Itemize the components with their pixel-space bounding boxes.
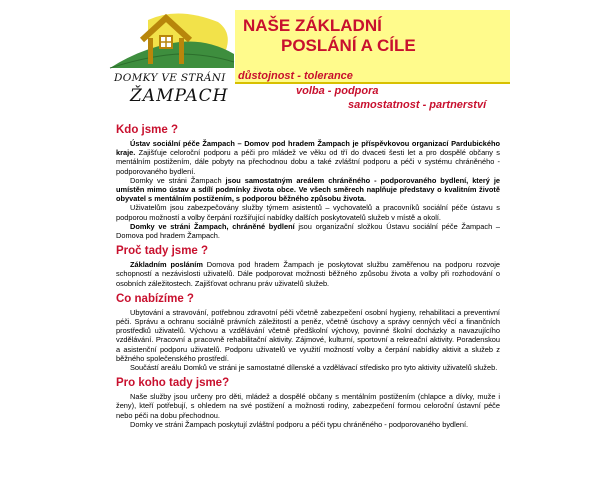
document-body — [116, 124, 500, 434]
paragraph: Naše služby jsou určeny pro děti, mládež a dospělé občany s mentálním postižením (chlapce a dívky, muže i ženy), kteří potřebují, s ohledem na své postižení a možnosti rodiny, zabezpečení formou celoroční ústavní péče nebo péči na dobu přechodnou. — [116, 392, 500, 420]
text: Domova pod hradem Žampach je poskytovat službu zaměřenou na podporu rozvoje schopností a nezávislosti uživatelů. Dále podporovat možnosti běžného způsobu života a volby při rozhodování o osobních záležitostech. Zajišťovat ochranu práv uživatelů služeb. — [116, 260, 500, 288]
motto-line3: samostatnost - partnerství — [348, 99, 487, 111]
paragraph — [116, 260, 500, 288]
text: jsou organizační složkou Ústavu sociální péče Žampach – Domova pod hradem Žampach. — [116, 221, 500, 241]
paragraph: Domky ve stráni Žampach poskytují zvláštní podporu a péči typu chráněného - podporovaného bydlení. — [130, 419, 469, 429]
section-why-we-are-here — [116, 245, 500, 288]
header-divider — [235, 82, 510, 84]
house-logo-icon — [108, 10, 236, 74]
paragraph: Uživatelům jsou zabezpečovány služby týmem asistentů – vychovatelů a pracovníků sociální péče ústavu s podporou možností a volby čerpání rozšiřující nabídky dalších poskytovatelů služeb v místě a okolí. — [116, 203, 500, 222]
text: Zajišťuje celoroční podporu a péči pro mládež ve věku od tří do dvaceti šesti let a pro dospělé občany s mentálním postižením, dále pobyty na přechodnou dobu a také zvláštní podporu a péči v systému chráněného - podporovaného bydlení. — [116, 148, 500, 176]
bold-text: Domky ve stráni Žampach, chráněné bydlení — [130, 221, 295, 231]
bold-text: Základním posláním — [130, 260, 203, 270]
logo-text-line1: DOMKY VE STRÁNI — [114, 72, 226, 84]
logo — [108, 10, 236, 106]
section-heading: Co nabízíme ? — [116, 292, 194, 305]
bold-text: jsou samostatným areálem chráněného - podporovaného bydlení, který je umístěn mimo ústav a sdílí podmínky života obce. Ve všech směrech naplňuje představy o kvalitním životě obyvatel s mentálním postižením, s podporou běžného způsobu života. — [116, 175, 500, 204]
section-heading: Kdo jsme ? — [116, 124, 178, 136]
paragraph: Součástí areálu Domků ve stráni je samostatné dílenské a vzdělávací středisko pro tyto aktivity uživatelů služeb. — [130, 363, 498, 373]
title-line1: NAŠE ZÁKLADNÍ — [243, 16, 382, 35]
page-title — [243, 16, 505, 56]
section-for-whom — [116, 377, 500, 429]
paragraph — [116, 139, 500, 176]
motto-line1: důstojnost - tolerance — [238, 70, 353, 82]
paragraph: Ubytování a stravování, potřebnou zdravotní péči včetně zabezpečení osobní hygieny, rehabilitaci a preventivní péči. Správu a ochranu sociálně právních záležitostí a peněz, včetně úschovy a správy cenných věcí a finančních prostředků uživatelů. Výchovu a vzdělávání včetně předškolní výchovy, povinné školní docházky a navazujícího vzdělávání. Pracovní a pracovně rehabilitační aktivity. Zájmové, kulturní, sportovní a rekreační aktivity. Poradenskou a asistenční podporu uživatelů. Podporu uživatelů ve využití možností volby a čerpání nabídky aktivit a služeb z běžného společenského prostředí. — [116, 307, 500, 363]
motto-line2: volba - podpora — [296, 85, 379, 97]
paragraph — [116, 176, 500, 204]
text: Domky ve stráni Žampach — [130, 175, 226, 185]
bold-text: Ústav sociální péče Žampach – Domov pod hradem Žampach je příspěvkovou organizací Pardubického kraje. — [116, 139, 500, 158]
logo-text-line2: ŽAMPACH — [130, 86, 229, 106]
section-who-we-are — [116, 124, 500, 240]
paragraph — [116, 222, 500, 240]
section-heading: Proč tady jsme ? — [116, 245, 209, 258]
section-what-we-offer — [116, 293, 500, 372]
title-line2: POSLÁNÍ A CÍLE — [281, 36, 416, 55]
section-heading: Pro koho tady jsme? — [116, 377, 230, 390]
